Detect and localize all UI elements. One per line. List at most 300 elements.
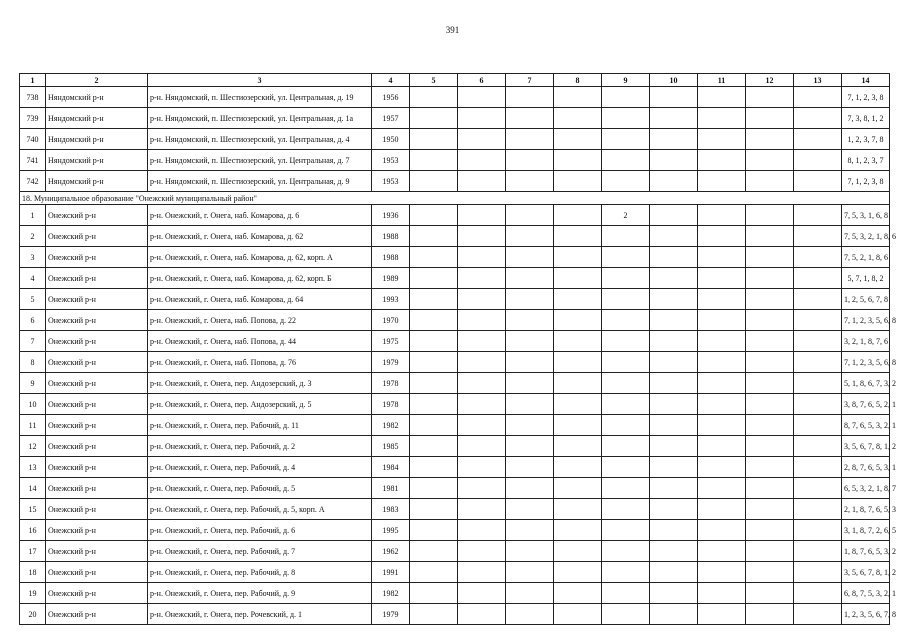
- col5-cell: [410, 108, 458, 129]
- col9-cell: [602, 352, 650, 373]
- table-row: [20, 415, 890, 436]
- col6-cell: [458, 171, 506, 192]
- year-cell: 1978: [372, 373, 410, 394]
- col12-cell: [746, 394, 794, 415]
- col5-cell: [410, 310, 458, 331]
- col6-cell: [458, 150, 506, 171]
- col5-cell: [410, 394, 458, 415]
- col12-cell: [746, 87, 794, 108]
- col5-cell: [410, 331, 458, 352]
- col14-cell: 7, 1, 2, 3, 5, 6, 8: [842, 352, 890, 373]
- col14-cell: 3, 1, 8, 7, 2, 6, 5: [842, 520, 890, 541]
- col13-cell: [794, 520, 842, 541]
- col8-cell: [554, 310, 602, 331]
- col14-cell: 6, 8, 7, 5, 3, 2, 1: [842, 583, 890, 604]
- col6-cell: [458, 394, 506, 415]
- col11-cell: [698, 562, 746, 583]
- year-cell: 1995: [372, 520, 410, 541]
- col12-cell: [746, 310, 794, 331]
- address-cell: р-н. Онежский, г. Онега, пер. Андозерский, д. 3: [148, 373, 372, 394]
- col12-cell: [746, 268, 794, 289]
- col12-cell: [746, 108, 794, 129]
- col10-cell: [650, 247, 698, 268]
- column-header: 10: [650, 74, 698, 87]
- col5-cell: [410, 171, 458, 192]
- col14-cell: 6, 5, 3, 2, 1, 8, 7: [842, 478, 890, 499]
- address-cell: р-н. Онежский, г. Онега, наб. Комарова, д. 62: [148, 226, 372, 247]
- district-cell: Онежский р-н: [46, 457, 148, 478]
- col14-cell: 7, 5, 2, 1, 8, 6: [842, 247, 890, 268]
- row-number-cell: 10: [20, 394, 46, 415]
- col13-cell: [794, 87, 842, 108]
- table-row: [20, 541, 890, 562]
- col5-cell: [410, 604, 458, 625]
- district-cell: Онежский р-н: [46, 478, 148, 499]
- col9-cell: [602, 415, 650, 436]
- col8-cell: [554, 268, 602, 289]
- col10-cell: [650, 478, 698, 499]
- table-body-bottom: [20, 205, 896, 625]
- district-cell: Онежский р-н: [46, 310, 148, 331]
- table-row: [20, 373, 890, 394]
- col12-cell: [746, 373, 794, 394]
- row-number-cell: 1: [20, 205, 46, 226]
- col7-cell: [506, 129, 554, 150]
- table-row: [20, 87, 890, 108]
- address-cell: р-н. Онежский, г. Онега, пер. Рабочий, д. 6: [148, 520, 372, 541]
- year-cell: 1984: [372, 457, 410, 478]
- col10-cell: [650, 541, 698, 562]
- table-row: [20, 129, 890, 150]
- column-header: 13: [794, 74, 842, 87]
- row-number-cell: 19: [20, 583, 46, 604]
- district-cell: Онежский р-н: [46, 394, 148, 415]
- col7-cell: [506, 373, 554, 394]
- col6-cell: [458, 129, 506, 150]
- col7-cell: [506, 226, 554, 247]
- col11-cell: [698, 108, 746, 129]
- col14-cell: 3, 2, 1, 8, 7, 6: [842, 331, 890, 352]
- district-cell: Няндомский р-н: [46, 87, 148, 108]
- col5-cell: [410, 457, 458, 478]
- col7-cell: [506, 541, 554, 562]
- col11-cell: [698, 478, 746, 499]
- col13-cell: [794, 331, 842, 352]
- col11-cell: [698, 541, 746, 562]
- table-row: [20, 150, 890, 171]
- col12-cell: [746, 457, 794, 478]
- table-row: [20, 289, 890, 310]
- col11-cell: [698, 247, 746, 268]
- col5-cell: [410, 415, 458, 436]
- row-number-cell: 3: [20, 247, 46, 268]
- col11-cell: [698, 205, 746, 226]
- col11-cell: [698, 352, 746, 373]
- row-number-cell: 740: [20, 129, 46, 150]
- district-cell: Няндомский р-н: [46, 150, 148, 171]
- table-row: [20, 205, 890, 226]
- year-cell: 1950: [372, 129, 410, 150]
- col14-cell: 3, 8, 7, 6, 5, 2, 1: [842, 394, 890, 415]
- col9-cell: [602, 373, 650, 394]
- col14-cell: 7, 3, 8, 1, 2: [842, 108, 890, 129]
- col8-cell: [554, 289, 602, 310]
- col5-cell: [410, 150, 458, 171]
- col8-cell: [554, 499, 602, 520]
- col10-cell: [650, 436, 698, 457]
- col11-cell: [698, 331, 746, 352]
- col5-cell: [410, 352, 458, 373]
- page-number: 391: [445, 25, 460, 35]
- column-header: 4: [372, 74, 410, 87]
- column-header: 14: [842, 74, 890, 87]
- col12-cell: [746, 604, 794, 625]
- col10-cell: [650, 583, 698, 604]
- col10-cell: [650, 499, 698, 520]
- col13-cell: [794, 541, 842, 562]
- col5-cell: [410, 226, 458, 247]
- district-cell: Онежский р-н: [46, 499, 148, 520]
- col10-cell: [650, 457, 698, 478]
- row-number-cell: 16: [20, 520, 46, 541]
- row-number-cell: 14: [20, 478, 46, 499]
- table-row: [20, 171, 890, 192]
- col6-cell: [458, 108, 506, 129]
- col11-cell: [698, 268, 746, 289]
- col8-cell: [554, 87, 602, 108]
- district-cell: Онежский р-н: [46, 226, 148, 247]
- col13-cell: [794, 562, 842, 583]
- col9-cell: [602, 247, 650, 268]
- table-row: [20, 108, 890, 129]
- table-row: [20, 457, 890, 478]
- col13-cell: [794, 583, 842, 604]
- col10-cell: [650, 268, 698, 289]
- col10-cell: [650, 226, 698, 247]
- district-cell: Онежский р-н: [46, 205, 148, 226]
- year-cell: 1991: [372, 562, 410, 583]
- col9-cell: [602, 520, 650, 541]
- district-cell: Онежский р-н: [46, 436, 148, 457]
- table-row: [20, 478, 890, 499]
- col13-cell: [794, 415, 842, 436]
- row-number-cell: 7: [20, 331, 46, 352]
- district-cell: Онежский р-н: [46, 583, 148, 604]
- col9-cell: [602, 478, 650, 499]
- col6-cell: [458, 520, 506, 541]
- col8-cell: [554, 541, 602, 562]
- col6-cell: [458, 226, 506, 247]
- col5-cell: [410, 268, 458, 289]
- col8-cell: [554, 394, 602, 415]
- col11-cell: [698, 604, 746, 625]
- col12-cell: [746, 171, 794, 192]
- col12-cell: [746, 499, 794, 520]
- col12-cell: [746, 226, 794, 247]
- col7-cell: [506, 562, 554, 583]
- column-header: 7: [506, 74, 554, 87]
- column-header: 5: [410, 74, 458, 87]
- col7-cell: [506, 457, 554, 478]
- col14-cell: 1, 8, 7, 6, 5, 3, 2: [842, 541, 890, 562]
- col14-cell: 7, 1, 2, 3, 8: [842, 87, 890, 108]
- col11-cell: [698, 129, 746, 150]
- col6-cell: [458, 310, 506, 331]
- col7-cell: [506, 331, 554, 352]
- col13-cell: [794, 150, 842, 171]
- col8-cell: [554, 205, 602, 226]
- col8-cell: [554, 352, 602, 373]
- col7-cell: [506, 394, 554, 415]
- col9-cell: [602, 604, 650, 625]
- col14-cell: 5, 1, 8, 6, 7, 3, 2: [842, 373, 890, 394]
- col5-cell: [410, 247, 458, 268]
- col12-cell: [746, 583, 794, 604]
- col10-cell: [650, 289, 698, 310]
- district-cell: Онежский р-н: [46, 562, 148, 583]
- col13-cell: [794, 129, 842, 150]
- col9-cell: [602, 562, 650, 583]
- col6-cell: [458, 499, 506, 520]
- year-cell: 1936: [372, 205, 410, 226]
- section-title: 18. Муниципальное образование "Онежский муниципальный район": [20, 192, 890, 205]
- col11-cell: [698, 226, 746, 247]
- col12-cell: [746, 352, 794, 373]
- district-cell: Онежский р-н: [46, 604, 148, 625]
- address-cell: р-н. Няндомский, п. Шестиозерский, ул. Центральная, д. 19: [148, 87, 372, 108]
- col12-cell: [746, 562, 794, 583]
- row-number-cell: 18: [20, 562, 46, 583]
- col13-cell: [794, 373, 842, 394]
- column-header: 8: [554, 74, 602, 87]
- col14-cell: 8, 1, 2, 3, 7: [842, 150, 890, 171]
- address-cell: р-н. Онежский, г. Онега, пер. Рабочий, д. 8: [148, 562, 372, 583]
- col8-cell: [554, 436, 602, 457]
- col11-cell: [698, 436, 746, 457]
- col14-cell: 7, 1, 2, 3, 8: [842, 171, 890, 192]
- row-number-cell: 6: [20, 310, 46, 331]
- address-cell: р-н. Онежский, г. Онега, наб. Комарова, д. 6: [148, 205, 372, 226]
- address-cell: р-н. Онежский, г. Онега, пер. Рочевский, д. 1: [148, 604, 372, 625]
- col6-cell: [458, 268, 506, 289]
- col13-cell: [794, 394, 842, 415]
- col7-cell: [506, 205, 554, 226]
- col7-cell: [506, 520, 554, 541]
- col6-cell: [458, 541, 506, 562]
- table-row: [20, 268, 890, 289]
- column-header: 12: [746, 74, 794, 87]
- address-cell: р-н. Онежский, г. Онега, пер. Андозерский, д. 5: [148, 394, 372, 415]
- col13-cell: [794, 289, 842, 310]
- row-number-cell: 742: [20, 171, 46, 192]
- table-row: [20, 394, 890, 415]
- col11-cell: [698, 310, 746, 331]
- address-cell: р-н. Няндомский, п. Шестиозерский, ул. Центральная, д. 1а: [148, 108, 372, 129]
- section-row: [20, 192, 890, 205]
- col6-cell: [458, 457, 506, 478]
- table-row: [20, 520, 890, 541]
- district-cell: Няндомский р-н: [46, 108, 148, 129]
- address-cell: р-н. Онежский, г. Онега, пер. Рабочий, д. 11: [148, 415, 372, 436]
- col14-cell: 1, 2, 5, 6, 7, 8: [842, 289, 890, 310]
- col5-cell: [410, 129, 458, 150]
- district-cell: Няндомский р-н: [46, 129, 148, 150]
- col5-cell: [410, 289, 458, 310]
- row-number-cell: 738: [20, 87, 46, 108]
- year-cell: 1953: [372, 150, 410, 171]
- address-cell: р-н. Онежский, г. Онега, наб. Комарова, д. 62, корп. Б: [148, 268, 372, 289]
- district-cell: Онежский р-н: [46, 415, 148, 436]
- table-row: [20, 604, 890, 625]
- row-number-cell: 741: [20, 150, 46, 171]
- col10-cell: [650, 520, 698, 541]
- col11-cell: [698, 394, 746, 415]
- col6-cell: [458, 87, 506, 108]
- row-number-cell: 11: [20, 415, 46, 436]
- col9-cell: [602, 129, 650, 150]
- col10-cell: [650, 331, 698, 352]
- col11-cell: [698, 457, 746, 478]
- col12-cell: [746, 129, 794, 150]
- col7-cell: [506, 108, 554, 129]
- col8-cell: [554, 108, 602, 129]
- year-cell: 1988: [372, 247, 410, 268]
- year-cell: 1979: [372, 352, 410, 373]
- column-header: 11: [698, 74, 746, 87]
- col10-cell: [650, 108, 698, 129]
- col14-cell: 2, 1, 8, 7, 6, 5, 3: [842, 499, 890, 520]
- address-cell: р-н. Онежский, г. Онега, наб. Попова, д. 44: [148, 331, 372, 352]
- address-cell: р-н. Няндомский, п. Шестиозерский, ул. Центральная, д. 7: [148, 150, 372, 171]
- col13-cell: [794, 604, 842, 625]
- table-row: [20, 352, 890, 373]
- address-cell: р-н. Няндомский, п. Шестиозерский, ул. Центральная, д. 4: [148, 129, 372, 150]
- address-cell: р-н. Онежский, г. Онега, пер. Рабочий, д. 5, корп. А: [148, 499, 372, 520]
- year-cell: 1993: [372, 289, 410, 310]
- col8-cell: [554, 415, 602, 436]
- table-row: [20, 247, 890, 268]
- col6-cell: [458, 247, 506, 268]
- table-row: [20, 331, 890, 352]
- col12-cell: [746, 541, 794, 562]
- col9-cell: [602, 457, 650, 478]
- col13-cell: [794, 171, 842, 192]
- col10-cell: [650, 129, 698, 150]
- col7-cell: [506, 436, 554, 457]
- col11-cell: [698, 87, 746, 108]
- col13-cell: [794, 478, 842, 499]
- col9-cell: [602, 583, 650, 604]
- col14-cell: 2, 8, 7, 6, 5, 3, 1: [842, 457, 890, 478]
- col14-cell: 7, 5, 3, 1, 6, 8: [842, 205, 890, 226]
- row-number-cell: 739: [20, 108, 46, 129]
- year-cell: 1979: [372, 604, 410, 625]
- col5-cell: [410, 562, 458, 583]
- address-cell: р-н. Онежский, г. Онега, пер. Рабочий, д. 4: [148, 457, 372, 478]
- row-number-cell: 17: [20, 541, 46, 562]
- year-cell: 1989: [372, 268, 410, 289]
- col12-cell: [746, 520, 794, 541]
- col7-cell: [506, 583, 554, 604]
- col13-cell: [794, 268, 842, 289]
- row-number-cell: 2: [20, 226, 46, 247]
- col7-cell: [506, 604, 554, 625]
- col13-cell: [794, 457, 842, 478]
- col12-cell: [746, 478, 794, 499]
- col14-cell: 3, 5, 6, 7, 8, 1, 2: [842, 436, 890, 457]
- column-header: 9: [602, 74, 650, 87]
- col10-cell: [650, 394, 698, 415]
- col6-cell: [458, 205, 506, 226]
- col5-cell: [410, 205, 458, 226]
- table-row: [20, 562, 890, 583]
- col6-cell: [458, 436, 506, 457]
- col13-cell: [794, 247, 842, 268]
- col6-cell: [458, 415, 506, 436]
- address-cell: р-н. Онежский, г. Онега, наб. Комарова, д. 62, корп. А: [148, 247, 372, 268]
- col11-cell: [698, 415, 746, 436]
- address-cell: р-н. Онежский, г. Онега, пер. Рабочий, д. 9: [148, 583, 372, 604]
- col8-cell: [554, 331, 602, 352]
- col6-cell: [458, 373, 506, 394]
- col9-cell: [602, 108, 650, 129]
- col7-cell: [506, 289, 554, 310]
- col5-cell: [410, 436, 458, 457]
- address-cell: р-н. Онежский, г. Онега, пер. Рабочий, д. 5: [148, 478, 372, 499]
- col7-cell: [506, 150, 554, 171]
- col13-cell: [794, 436, 842, 457]
- district-cell: Онежский р-н: [46, 268, 148, 289]
- col5-cell: [410, 87, 458, 108]
- col11-cell: [698, 499, 746, 520]
- col9-cell: [602, 171, 650, 192]
- col12-cell: [746, 331, 794, 352]
- table-row: [20, 436, 890, 457]
- col5-cell: [410, 499, 458, 520]
- col9-cell: [602, 436, 650, 457]
- table-row: [20, 499, 890, 520]
- year-cell: 1982: [372, 583, 410, 604]
- col7-cell: [506, 352, 554, 373]
- district-cell: Онежский р-н: [46, 520, 148, 541]
- col8-cell: [554, 604, 602, 625]
- row-number-cell: 5: [20, 289, 46, 310]
- col10-cell: [650, 562, 698, 583]
- col11-cell: [698, 150, 746, 171]
- col12-cell: [746, 205, 794, 226]
- col9-cell: [602, 268, 650, 289]
- year-cell: 1978: [372, 394, 410, 415]
- col8-cell: [554, 150, 602, 171]
- year-cell: 1957: [372, 108, 410, 129]
- col10-cell: [650, 310, 698, 331]
- col13-cell: [794, 310, 842, 331]
- year-cell: 1956: [372, 87, 410, 108]
- row-number-cell: 15: [20, 499, 46, 520]
- year-cell: 1962: [372, 541, 410, 562]
- col8-cell: [554, 247, 602, 268]
- col5-cell: [410, 541, 458, 562]
- col9-cell: [602, 150, 650, 171]
- col13-cell: [794, 352, 842, 373]
- col9-cell: [602, 499, 650, 520]
- col5-cell: [410, 478, 458, 499]
- address-cell: р-н. Онежский, г. Онега, наб. Попова, д. 22: [148, 310, 372, 331]
- address-cell: р-н. Онежский, г. Онега, пер. Рабочий, д. 7: [148, 541, 372, 562]
- col8-cell: [554, 520, 602, 541]
- housing-registry-table: [19, 73, 896, 625]
- district-cell: Онежский р-н: [46, 541, 148, 562]
